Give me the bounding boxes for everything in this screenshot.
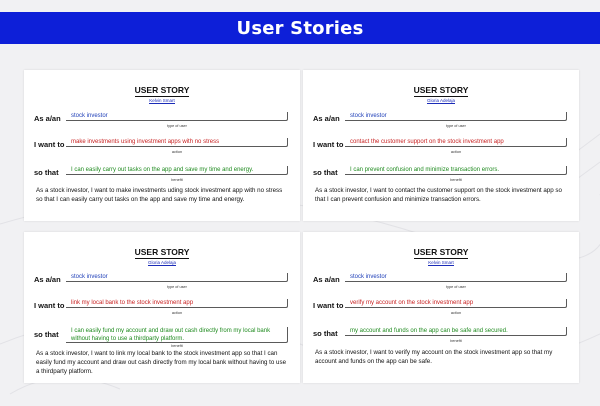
card-title: USER STORY	[413, 247, 469, 257]
user-type-field[interactable]: stock investor	[66, 273, 288, 282]
story-summary: As a stock investor, I want to link my local bank to the stock investment app so that I can easily fund my account and draw out cash directly from my local bank without having to use a thirdparty platform.	[36, 350, 287, 375]
user-type-field[interactable]: stock investor	[66, 112, 288, 121]
story-summary: As a stock investor, I want to make investments uding stock investment app with no stress so that I can easily carry out tasks on the app and save my time and energy.	[36, 187, 283, 203]
want-label: I want to	[313, 140, 344, 149]
author-name: Kelvin Smart	[149, 98, 175, 103]
card-title: USER STORY	[413, 85, 469, 95]
benefit-caption: benefit	[450, 178, 462, 182]
benefit-caption: benefit	[171, 178, 183, 182]
user-type-caption: type of user	[446, 285, 466, 289]
as-label: As a/an	[34, 275, 61, 284]
story-summary: As a stock investor, I want to verify my account on the stock investment app so that my account and funds on the app can be safe.	[315, 349, 553, 365]
user-type-field[interactable]: stock investor	[345, 112, 567, 121]
benefit-field[interactable]: my account and funds on the app can be safe and secured.	[345, 327, 567, 336]
so-that-label: so that	[313, 329, 338, 338]
user-type-caption: type of user	[167, 285, 187, 289]
author-name: Gloria Adelaja	[426, 98, 456, 103]
want-label: I want to	[34, 301, 65, 310]
so-that-label: so that	[34, 330, 59, 339]
user-type-caption: type of user	[446, 124, 466, 128]
so-that-label: so that	[313, 168, 338, 177]
action-field[interactable]: make investments using investment apps with no stress	[66, 138, 288, 147]
user-type-field[interactable]: stock investor	[345, 273, 567, 282]
card-title: USER STORY	[134, 85, 190, 95]
benefit-caption: benefit	[171, 344, 183, 348]
benefit-caption: benefit	[450, 339, 462, 343]
want-label: I want to	[34, 140, 65, 149]
action-caption: action	[171, 150, 183, 154]
action-caption: action	[450, 150, 462, 154]
as-label: As a/an	[313, 275, 340, 284]
benefit-field[interactable]: I can easily carry out tasks on the app and save my time and energy.	[66, 166, 288, 175]
benefit-field[interactable]: I can easily fund my account and draw out cash directly from my local bank without having to use a thirdparty platform.	[66, 327, 288, 343]
story-summary: As a stock investor, I want to contact the customer support on the stock investment app so that I can prevent confusion and minimize transaction errors.	[315, 187, 562, 203]
as-label: As a/an	[34, 114, 61, 123]
user-story-card	[24, 232, 300, 383]
so-that-label: so that	[34, 168, 59, 177]
user-story-card	[303, 232, 579, 383]
action-caption: action	[450, 311, 462, 315]
page-header	[0, 12, 600, 44]
action-caption: action	[171, 311, 183, 315]
user-type-caption: type of user	[167, 124, 187, 128]
card-title: USER STORY	[134, 247, 190, 257]
as-label: As a/an	[313, 114, 340, 123]
user-story-card	[24, 70, 300, 221]
benefit-field[interactable]: I can prevent confusion and minimize transaction errors.	[345, 166, 567, 175]
author-name: Gloria Adelaja	[147, 260, 177, 265]
action-field[interactable]: contact the customer support on the stock investment app	[345, 138, 567, 147]
page-title: User Stories	[236, 17, 364, 39]
author-name: Kelvin Smart	[428, 260, 454, 265]
user-story-card	[303, 70, 579, 221]
want-label: I want to	[313, 301, 344, 310]
action-field[interactable]: verify my account on the stock investment app	[345, 299, 567, 308]
action-field[interactable]: link my local bank to the stock investment app	[66, 299, 288, 308]
